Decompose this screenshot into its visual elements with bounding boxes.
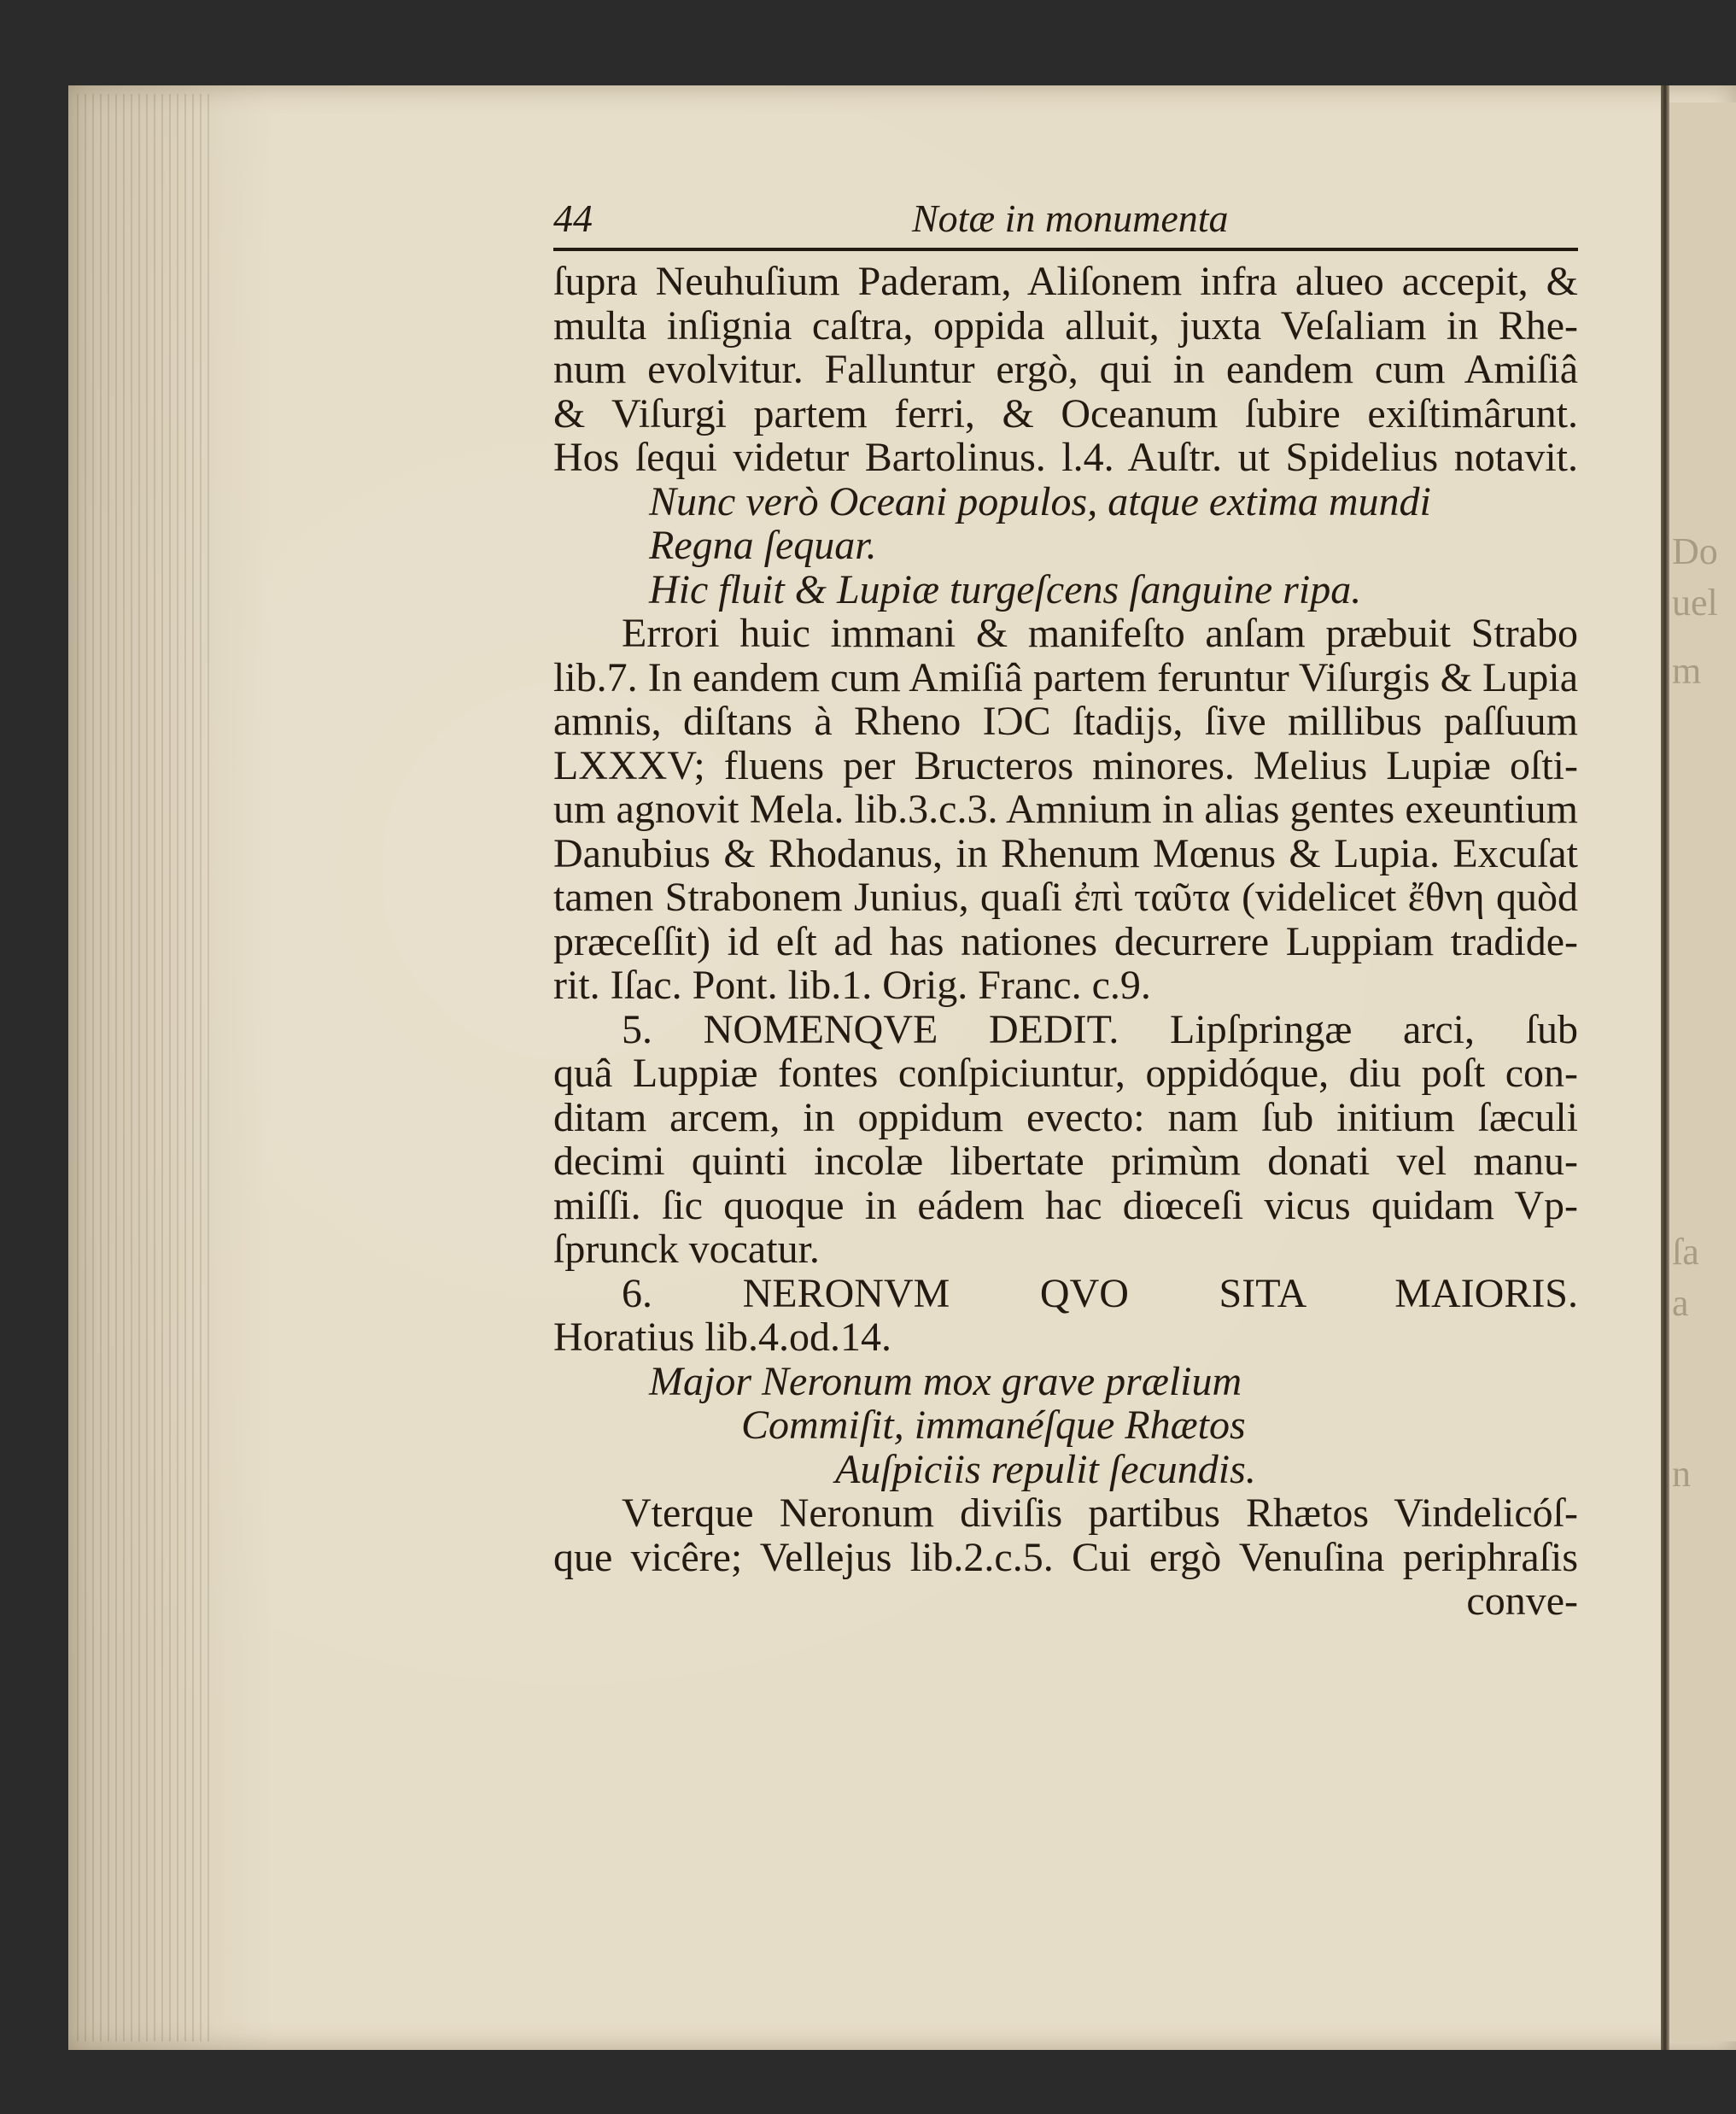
text-line: que vicêre; Vellejus lib.2.c.5. Cui ergò Venuſina periphraſis (553, 1534, 1578, 1580)
text-line: LXXXV; fluens per Bructeros minores. Melius Lupiæ oſti- (553, 742, 1578, 788)
text-line: Errori huic immani & manifeſto anſam præbuit Strabo (622, 611, 1578, 656)
verse-line: Nunc verò Oceani populos, atque extima mundi (649, 478, 1431, 524)
section-heading-6: 6. NERONVM QVO SITA MAIORIS. (622, 1270, 1578, 1316)
facing-page-fragment: n (1672, 1453, 1691, 1495)
text-line: Horatius lib.4.od.14. (553, 1315, 891, 1360)
verse-line: Regna ſequar. (649, 523, 877, 568)
text-line: num evolvitur. Falluntur ergò, qui in eandem cum Amiſiâ (553, 347, 1578, 392)
section-heading-5: 5. NOMENQVE DEDIT. Lipſpringæ arci, ſub (622, 1006, 1578, 1052)
page-header (553, 196, 1578, 251)
verse-line: Commiſit, immanéſque Rhætos (741, 1403, 1246, 1448)
text-line: & Viſurgi partem ferri, & Oceanum ſubire exiſtimârunt. (553, 390, 1578, 436)
facing-page-fragment: Do (1672, 530, 1718, 572)
facing-page-fragment: ſa (1672, 1231, 1699, 1273)
text-line: ditam arcem, in oppidum evecto: nam ſub initium ſæculi (553, 1094, 1578, 1140)
text-line: Hos ſequi videtur Bartolinus. l.4. Auſtr. ut Spidelius notavit. (553, 435, 1578, 480)
text-line: Vterque Neronum diviſis partibus Rhætos Vindelicóſ- (622, 1490, 1578, 1536)
text-line: Danubius & Rhodanus, in Rhenum Mœnus & Lupia. Excuſat (553, 830, 1578, 876)
text-line: rit. Iſac. Pont. lib.1. Orig. Franc. c.9. (553, 963, 1151, 1008)
book-gutter (1661, 85, 1669, 2050)
text-line: ſprunck vocatur. (553, 1227, 820, 1272)
page-edges (77, 94, 213, 2041)
facing-page-fragment: uel (1672, 582, 1718, 624)
verse-line: Auſpiciis repulit ſecundis. (835, 1446, 1256, 1492)
facing-page (1669, 102, 1736, 2041)
facing-page-fragment: m (1672, 650, 1702, 692)
text-line: quâ Luppiæ fontes conſpiciuntur, oppidóque, diu poſt con- (553, 1051, 1578, 1096)
verse-line: Hic fluit & Lupiæ turgeſcens ſanguine ripa. (649, 566, 1362, 612)
verse-line: Major Neronum mox grave prælium (649, 1358, 1242, 1404)
text-line: tamen Strabonem Junius, quaſi ἐπὶ ταῦτα (videlicet ἔθνη quòd (553, 875, 1578, 920)
text-line: multa inſignia caſtra, oppida alluit, juxta Veſaliam in Rhe- (553, 302, 1578, 348)
text-line: ſupra Neuhuſium Paderam, Aliſonem infra alueo accepit, & (553, 259, 1578, 304)
text-line: decimi quinti incolæ libertate primùm donati vel manu- (553, 1139, 1578, 1184)
facing-page-fragment: a (1672, 1282, 1689, 1324)
text-line: miſſi. ſic quoque in eádem hac diœceſi vicus quidam Vp- (553, 1182, 1578, 1228)
text-line: lib.7. In eandem cum Amiſiâ partem feruntur Viſurgis & Lupia (553, 654, 1578, 700)
text-line: um agnovit Mela. lib.3.c.3. Amnium in alias gentes exeuntium (553, 787, 1578, 832)
text-block (553, 196, 1578, 1624)
text-line: amnis, diſtans à Rheno IƆC ſtadijs, ſive millibus paſſuum (553, 699, 1578, 744)
page-number: 44 (553, 196, 593, 240)
running-head: Notæ in monumenta (912, 196, 1229, 240)
catchword: conve- (1466, 1578, 1578, 1624)
text-line: præceſſit) id eſt ad has nationes decurrere Luppiam tradide- (553, 918, 1578, 964)
